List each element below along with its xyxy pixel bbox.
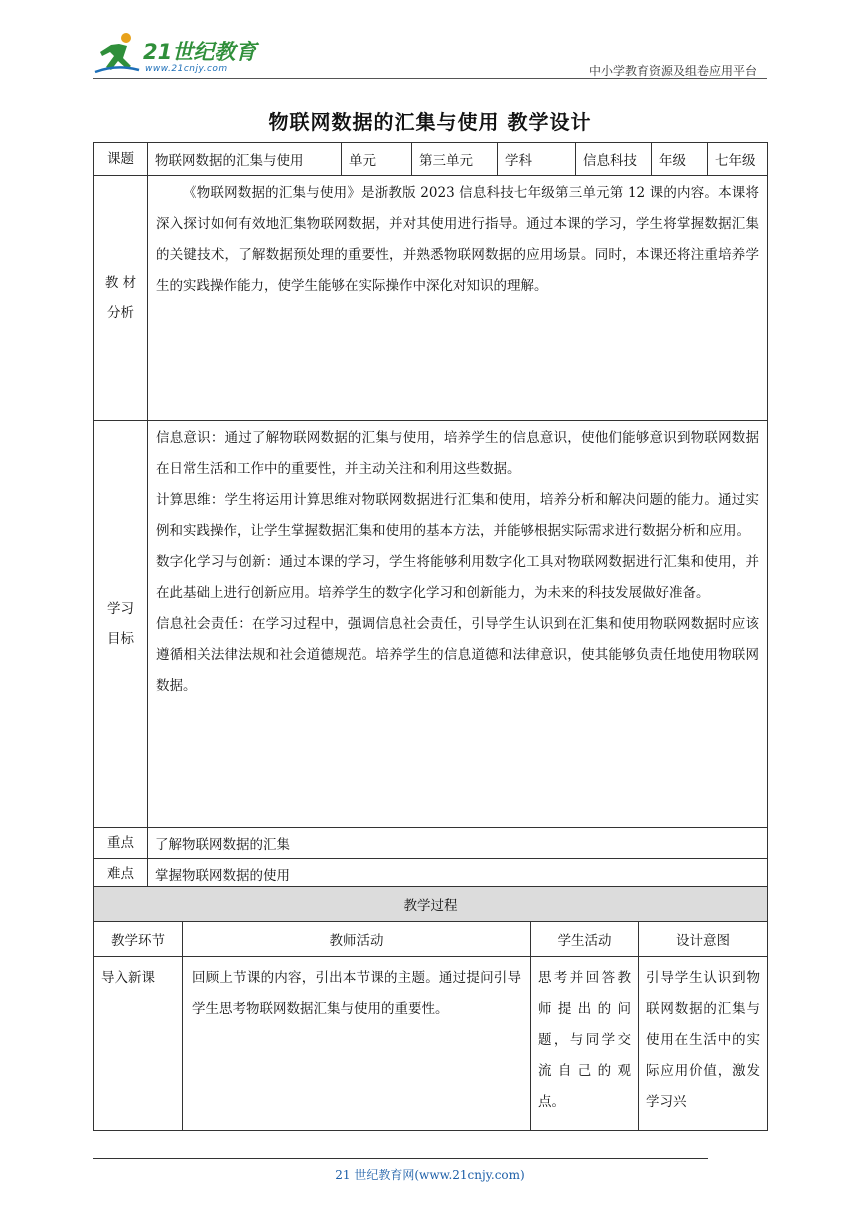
intent-cell: 引导学生认识到物联网数据的汇集与使用在生活中的实际应用价值，激发学习兴 [639, 957, 768, 1131]
goals-content [148, 421, 768, 828]
lesson-info-table [93, 142, 768, 890]
column-teacher: 教师活动 [183, 922, 531, 957]
logo-url: www.21cnjy.com [145, 64, 228, 74]
analysis-label: 教 材 分析 [94, 176, 148, 421]
unit-label: 单元 [342, 143, 412, 176]
goal-item: 信息意识：通过了解物联网数据的汇集与使用，培养学生的信息意识，使他们能够意识到物联网数据在日常生活和工作中的重要性，并主动关注和利用这些数据。 [156, 430, 759, 477]
column-intent: 设计意图 [639, 922, 768, 957]
goal-item: 数字化学习与创新：通过本课的学习，学生将能够利用数字化工具对物联网数据进行汇集和使用，并在此基础上进行创新应用。培养学生的数字化学习和创新能力，为未来的科技发展做好准备。 [156, 554, 759, 601]
footer-link[interactable]: 21 世纪教育网(www.21cnjy.com) [335, 1168, 525, 1182]
analysis-text: 《物联网数据的汇集与使用》是浙教版 2023 信息科技七年级第三单元第 12 课的内容。本课将深入探讨如何有效地汇集物联网数据，并对其使用进行指导。通过本课的学习，学生将掌握数据汇集的关键技术，了解数据预处理的重要性，并熟悉物联网数据的应用场景。同时，本课还将注重培养学生的实践操作能力，使学生能够在实际操作中深化对知识的理解。 [148, 176, 768, 421]
student-cell: 思考并回答教师提出的问题，与同学交流自己的观点。 [531, 957, 639, 1131]
process-row [94, 957, 768, 1131]
column-student: 学生活动 [531, 922, 639, 957]
info-row [94, 143, 768, 176]
difficult-point-text: 掌握物联网数据的使用 [148, 859, 768, 890]
grade-value: 七年级 [708, 143, 768, 176]
subject-value: 信息科技 [576, 143, 652, 176]
analysis-row [94, 176, 768, 421]
page-title: 物联网数据的汇集与使用 教学设计 [268, 110, 592, 134]
header-divider [93, 78, 767, 79]
course-label: 课题 [94, 143, 148, 176]
course-value: 物联网数据的汇集与使用 [148, 143, 342, 176]
goals-row [94, 421, 768, 828]
process-heading-row [94, 887, 768, 922]
difficult-point-row [94, 859, 768, 890]
column-stage: 教学环节 [94, 922, 183, 957]
unit-value: 第三单元 [412, 143, 498, 176]
grade-label: 年级 [652, 143, 708, 176]
runner-icon [93, 32, 141, 76]
goal-item: 信息社会责任：在学习过程中，强调信息社会责任，引导学生认识到在汇集和使用物联网数据时应该遵循相关法律法规和社会道德规范。培养学生的信息道德和法律意识，使其能够负责任地使用物联网数据。 [156, 616, 759, 694]
site-logo[interactable] [93, 32, 263, 76]
logo-text: 21世纪教育 [143, 40, 257, 64]
key-point-row [94, 828, 768, 859]
stage-cell: 导入新课 [94, 957, 183, 1131]
key-point-label: 重点 [94, 828, 148, 859]
process-heading: 教学过程 [94, 887, 768, 922]
process-column-row [94, 922, 768, 957]
key-point-text: 了解物联网数据的汇集 [148, 828, 768, 859]
goal-item: 计算思维：学生将运用计算思维对物联网数据进行汇集和使用，培养分析和解决问题的能力。通过实例和实践操作，让学生掌握数据汇集和使用的基本方法，并能够根据实际需求进行数据分析和应用。 [156, 492, 759, 539]
teaching-process-table [93, 886, 768, 1131]
platform-tagline: 中小学教育资源及组卷应用平台 [588, 64, 757, 78]
subject-label: 学科 [498, 143, 576, 176]
footer-divider [93, 1158, 708, 1159]
page-header [93, 28, 767, 78]
teacher-cell: 回顾上节课的内容，引出本节课的主题。通过提问引导学生思考物联网数据汇集与使用的重要性。 [183, 957, 531, 1131]
difficult-point-label: 难点 [94, 859, 148, 890]
goals-label: 学习 目标 [94, 421, 148, 828]
